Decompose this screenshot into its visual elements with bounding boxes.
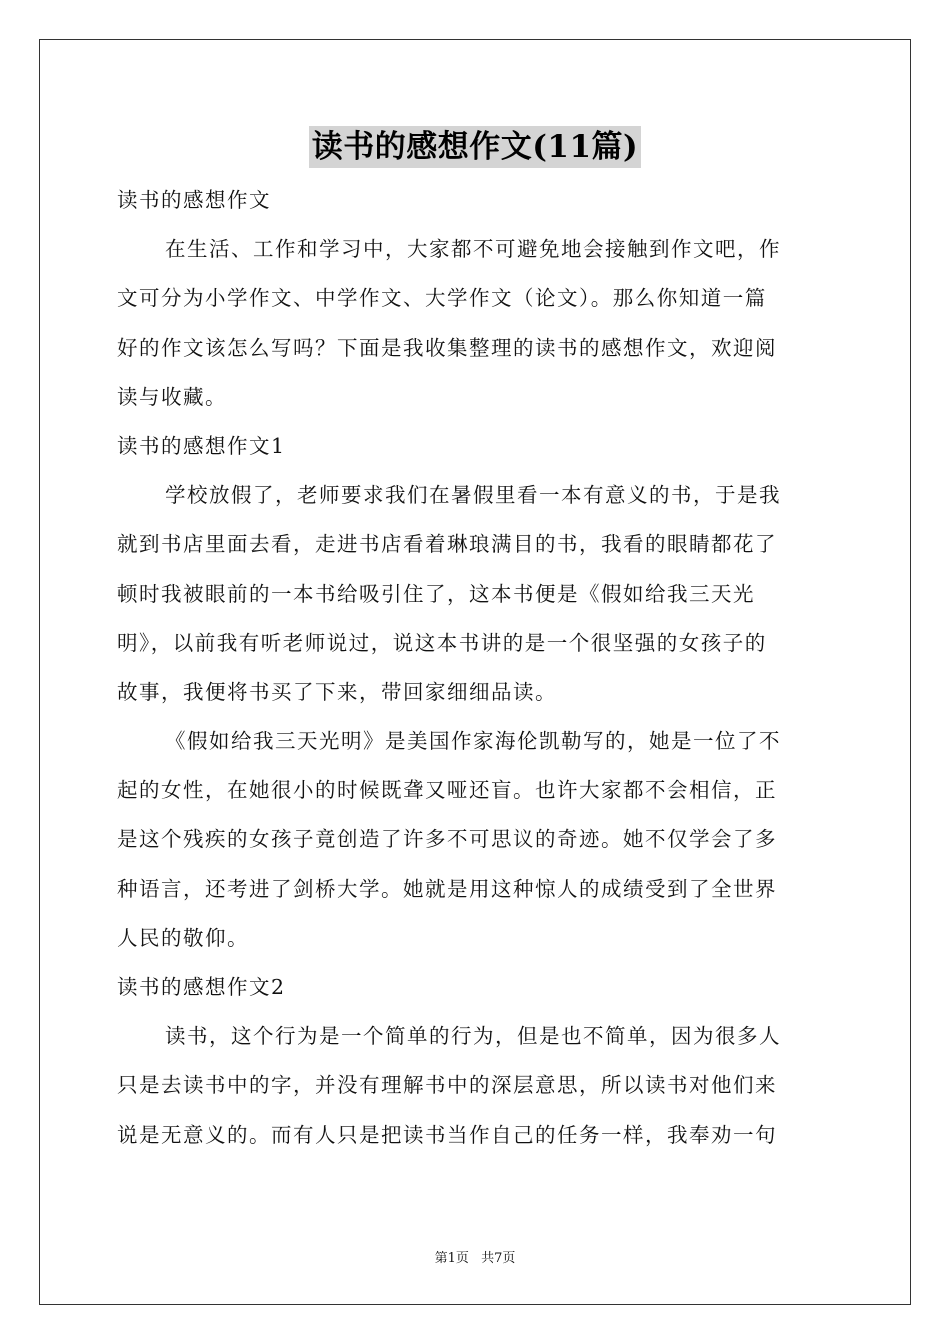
page-number: 第1页 [434,1251,469,1266]
paragraph-line: 说是无意义的。而有人只是把读书当作自己的任务一样，我奉劝一句 [117,1122,777,1147]
paragraph-line: 种语言，还考进了剑桥大学。她就是用这种惊人的成绩受到了全世界 [117,876,777,901]
section-heading: 读书的感想作文 [117,188,271,212]
document-title: 读书的感想作文(11篇) [309,126,641,168]
paragraph-line: 在生活、工作和学习中，大家都不可避免地会接触到作文吧，作 [165,237,781,262]
paragraph-line: 学校放假了，老师要求我们在暑假里看一本有意义的书，于是我 [165,483,781,508]
paragraph-line: 《假如给我三天光明》是美国作家海伦凯勒写的，她是一位了不 [165,729,781,754]
paragraph-line: 读与收藏。 [117,384,227,409]
paragraph-line: 是这个残疾的女孩子竟创造了许多不可思议的奇迹。她不仅学会了多 [117,827,777,852]
paragraph-line: 文可分为小学作文、中学作文、大学作文（论文）。那么你知道一篇 [117,286,767,311]
paragraph-line: 故事，我便将书买了下来，带回家细细品读。 [117,679,557,704]
page-total: 共7页 [481,1251,516,1266]
paragraph-line: 好的作文该怎么写吗？下面是我收集整理的读书的感想作文，欢迎阅 [117,335,777,360]
paragraph-line: 读书，这个行为是一个简单的行为，但是也不简单，因为很多人 [165,1024,781,1049]
title-container [0,126,950,168]
document-body [117,176,833,1160]
section-heading: 读书的感想作文1 [117,433,286,458]
section-heading: 读书的感想作文2 [117,975,286,999]
paragraph-line: 明》，以前我有听老师说过，说这本书讲的是一个很坚强的女孩子的 [117,630,767,655]
paragraph-line: 起的女性，在她很小的时候既聋又哑还盲。也许大家都不会相信，正 [117,778,777,803]
paragraph-line: 人民的敬仰。 [117,925,249,950]
paragraph-line: 顿时我被眼前的一本书给吸引住了，这本书便是《假如给我三天光 [117,581,755,606]
paragraph-line: 只是去读书中的字，并没有理解书中的深层意思，所以读书对他们来 [117,1073,777,1098]
paragraph-line: 就到书店里面去看，走进书店看着琳琅满目的书，我看的眼睛都花了 [117,532,777,557]
page-footer [0,1247,950,1266]
